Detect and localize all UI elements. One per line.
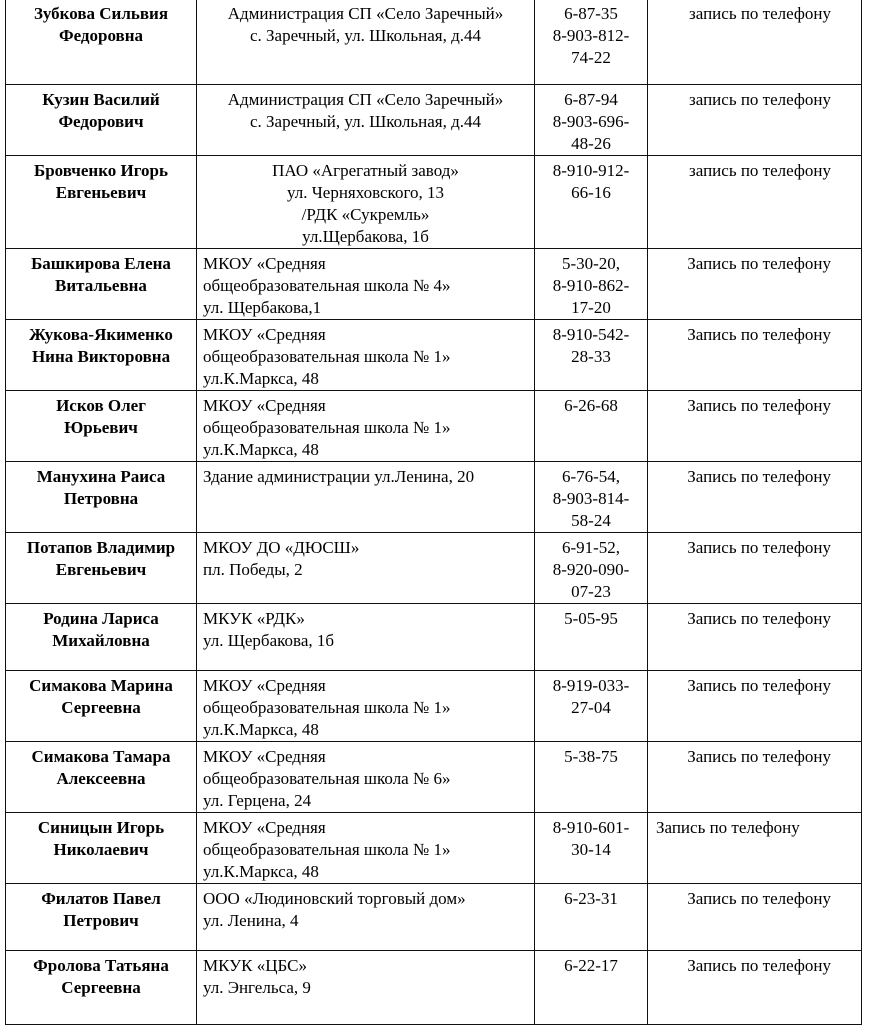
text-line: 8-903-696- <box>552 112 630 131</box>
address-cell <box>197 391 535 462</box>
text-line: ул. Ленина, 4 <box>203 911 299 930</box>
person-name-cell <box>6 884 197 951</box>
text-line: общеобразовательная школа № 6» <box>203 769 451 788</box>
text-line: 48-26 <box>571 134 611 153</box>
phone-cell <box>535 249 648 320</box>
text-line: 6-23-31 <box>564 889 618 908</box>
text-line: ул. Черняховского, 13 <box>286 183 445 202</box>
appointment-note: запись по телефону <box>689 161 831 180</box>
text-line: ул. Герцена, 24 <box>203 791 312 810</box>
text-line: Потапов Владимир <box>26 538 176 557</box>
table-row <box>6 884 862 951</box>
table-row <box>6 813 862 884</box>
table-row <box>6 320 862 391</box>
appointment-note: Запись по телефону <box>687 956 831 975</box>
table-row <box>6 156 862 249</box>
phone-cell <box>535 85 648 156</box>
appointment-note-cell <box>648 320 862 391</box>
text-line: Администрация СП «Село Заречный» <box>227 90 504 109</box>
address-cell <box>197 156 535 249</box>
table-body <box>6 0 862 1025</box>
table-row <box>6 671 862 742</box>
person-name-cell <box>6 391 197 462</box>
text-line: МКУК «РДК» <box>203 609 305 628</box>
appointment-note: Запись по телефону <box>656 818 800 837</box>
address-cell <box>197 249 535 320</box>
appointment-note-cell <box>648 462 862 533</box>
appointment-note-cell <box>648 533 862 604</box>
appointment-note: Запись по телефону <box>687 747 831 766</box>
address-cell <box>197 85 535 156</box>
text-line: МКОУ «Средняя <box>203 325 326 344</box>
address-cell <box>197 533 535 604</box>
person-name-cell <box>6 604 197 671</box>
text-line: МКУК «ЦБС» <box>203 956 308 975</box>
text-line: общеобразовательная школа № 1» <box>203 418 451 437</box>
table-row <box>6 951 862 1025</box>
text-line: ул. Щербакова, 1б <box>203 631 335 650</box>
text-line: 6-87-94 <box>564 90 618 109</box>
phone-cell <box>535 813 648 884</box>
text-line: Исков Олег <box>56 396 146 415</box>
text-line: 28-33 <box>571 347 611 366</box>
appointment-note-cell <box>648 951 862 1025</box>
appointment-note-cell <box>648 671 862 742</box>
appointment-note-cell <box>648 156 862 249</box>
text-line: Федоровна <box>58 26 144 45</box>
text-line: Башкирова Елена <box>31 254 171 273</box>
person-name-cell <box>6 533 197 604</box>
person-name-cell <box>6 951 197 1025</box>
text-line: 8-920-090- <box>552 560 630 579</box>
table-row <box>6 533 862 604</box>
text-line: 5-38-75 <box>564 747 618 766</box>
text-line: Бровченко Игорь <box>33 161 169 180</box>
text-line: Симакова Марина <box>29 676 173 695</box>
person-name-cell <box>6 320 197 391</box>
address-cell <box>197 813 535 884</box>
appointment-note-cell <box>648 249 862 320</box>
text-line: МКОУ «Средняя <box>203 396 326 415</box>
text-line: 30-14 <box>571 840 611 859</box>
text-line: Нина Викторовна <box>31 347 171 366</box>
text-line: ул.К.Маркса, 48 <box>203 862 319 881</box>
text-line: 6-22-17 <box>564 956 618 975</box>
phone-cell <box>535 462 648 533</box>
text-line: 6-87-35 <box>564 4 618 23</box>
text-line: Сергеевна <box>61 698 141 717</box>
person-name-cell <box>6 742 197 813</box>
appointment-note-cell <box>648 0 862 85</box>
appointment-note: запись по телефону <box>689 90 831 109</box>
appointment-note-cell <box>648 604 862 671</box>
text-line: Алексеевна <box>56 769 146 788</box>
text-line: Юрьевич <box>64 418 138 437</box>
text-line: 8-910-542- <box>552 325 630 344</box>
appointment-note-cell <box>648 85 862 156</box>
text-line: 6-91-52, <box>561 538 621 557</box>
appointment-note-cell <box>648 884 862 951</box>
appointment-note-cell <box>648 391 862 462</box>
text-line: Симакова Тамара <box>31 747 171 766</box>
text-line: общеобразовательная школа № 1» <box>203 347 451 366</box>
person-name-cell <box>6 813 197 884</box>
text-line: с. Заречный, ул. Школьная, д.44 <box>249 26 482 45</box>
reception-schedule-table <box>5 0 862 1025</box>
text-line: 27-04 <box>571 698 611 717</box>
phone-cell <box>535 671 648 742</box>
table-row <box>6 462 862 533</box>
phone-cell <box>535 533 648 604</box>
text-line: Филатов Павел <box>41 889 161 908</box>
text-line: 07-23 <box>571 582 611 601</box>
text-line: 6-76-54, <box>561 467 621 486</box>
text-line: Фролова Татьяна <box>33 956 169 975</box>
text-line: ПАО «Агрегатный завод» <box>272 161 459 180</box>
text-line: Витальевна <box>55 276 147 295</box>
text-line: Жукова-Якименко <box>29 325 173 344</box>
text-line: 58-24 <box>571 511 611 530</box>
text-line: 8-903-814- <box>552 489 630 508</box>
text-line: МКОУ ДО «ДЮСШ» <box>203 538 360 557</box>
appointment-note: Запись по телефону <box>687 609 831 628</box>
phone-cell <box>535 604 648 671</box>
appointment-note: Запись по телефону <box>687 467 831 486</box>
text-line: Родина Лариса <box>43 609 159 628</box>
address-cell <box>197 604 535 671</box>
address-cell <box>197 0 535 85</box>
text-line: Манухина Раиса <box>36 467 166 486</box>
appointment-note: Запись по телефону <box>687 889 831 908</box>
table-row <box>6 391 862 462</box>
phone-cell <box>535 156 648 249</box>
person-name-cell <box>6 85 197 156</box>
text-line: Кузин Василий <box>42 90 160 109</box>
text-line: МКОУ «Средняя <box>203 676 326 695</box>
appointment-note: Запись по телефону <box>687 325 831 344</box>
text-line: МКОУ «Средняя <box>203 254 326 273</box>
person-name-cell <box>6 671 197 742</box>
address-cell <box>197 951 535 1025</box>
text-line: Сергеевна <box>61 978 141 997</box>
text-line: Синицын Игорь <box>37 818 165 837</box>
appointment-note: Запись по телефону <box>687 254 831 273</box>
text-line: 5-30-20, <box>561 254 621 273</box>
text-line: ул. Энгельса, 9 <box>203 978 311 997</box>
text-line: общеобразовательная школа № 4» <box>203 276 451 295</box>
text-line: ул.К.Маркса, 48 <box>203 720 319 739</box>
text-line: 8-910-601- <box>552 818 630 837</box>
text-line: 8-910-862- <box>552 276 630 295</box>
phone-cell <box>535 320 648 391</box>
address-cell <box>197 742 535 813</box>
phone-cell <box>535 951 648 1025</box>
text-line: ул.К.Маркса, 48 <box>203 440 319 459</box>
phone-cell <box>535 742 648 813</box>
appointment-note: запись по телефону <box>689 4 831 23</box>
phone-cell <box>535 0 648 85</box>
address-cell <box>197 320 535 391</box>
appointment-note-cell <box>648 742 862 813</box>
appointment-note: Запись по телефону <box>687 538 831 557</box>
person-name-cell <box>6 0 197 85</box>
table-row <box>6 604 862 671</box>
text-line: 17-20 <box>571 298 611 317</box>
text-line: Михайловна <box>52 631 150 650</box>
text-line: Администрация СП «Село Заречный» <box>227 4 504 23</box>
text-line: МКОУ «Средняя <box>203 818 326 837</box>
person-name-cell <box>6 156 197 249</box>
appointment-note: Запись по телефону <box>687 396 831 415</box>
text-line: 5-05-95 <box>564 609 618 628</box>
phone-cell <box>535 884 648 951</box>
text-line: ул.К.Маркса, 48 <box>203 369 319 388</box>
text-line: /РДК «Сукремль» <box>301 205 430 224</box>
table-row <box>6 742 862 813</box>
text-line: МКОУ «Средняя <box>203 747 326 766</box>
text-line: Петровна <box>63 489 139 508</box>
text-line: пл. Победы, 2 <box>203 560 303 579</box>
text-line: 66-16 <box>571 183 611 202</box>
address-cell <box>197 462 535 533</box>
address-cell <box>197 884 535 951</box>
text-line: Зубкова Сильвия <box>33 4 169 23</box>
text-line: Федорович <box>58 112 144 131</box>
text-line: общеобразовательная школа № 1» <box>203 698 451 717</box>
text-line: общеобразовательная школа № 1» <box>203 840 451 859</box>
address-cell <box>197 671 535 742</box>
person-name-cell <box>6 462 197 533</box>
text-line: Евгеньевич <box>55 560 147 579</box>
text-line: ул. Щербакова,1 <box>203 298 322 317</box>
text-line: 6-26-68 <box>564 396 618 415</box>
person-name-cell <box>6 249 197 320</box>
text-line: Евгеньевич <box>55 183 147 202</box>
text-line: 8-919-033- <box>552 676 630 695</box>
text-line: 74-22 <box>571 48 611 67</box>
text-line: ООО «Людиновский торговый дом» <box>203 889 466 908</box>
table-row <box>6 0 862 85</box>
text-line: ул.Щербакова, 1б <box>302 227 429 246</box>
text-line: Петрович <box>63 911 139 930</box>
text-line: 8-903-812- <box>552 26 630 45</box>
appointment-note-cell <box>648 813 862 884</box>
phone-cell <box>535 391 648 462</box>
table-row <box>6 85 862 156</box>
text-line: с. Заречный, ул. Школьная, д.44 <box>249 112 482 131</box>
text-line: 8-910-912- <box>552 161 630 180</box>
appointment-note: Запись по телефону <box>687 676 831 695</box>
table-row <box>6 249 862 320</box>
text-line: Здание администрации ул.Ленина, 20 <box>203 467 475 486</box>
text-line: Николаевич <box>53 840 149 859</box>
